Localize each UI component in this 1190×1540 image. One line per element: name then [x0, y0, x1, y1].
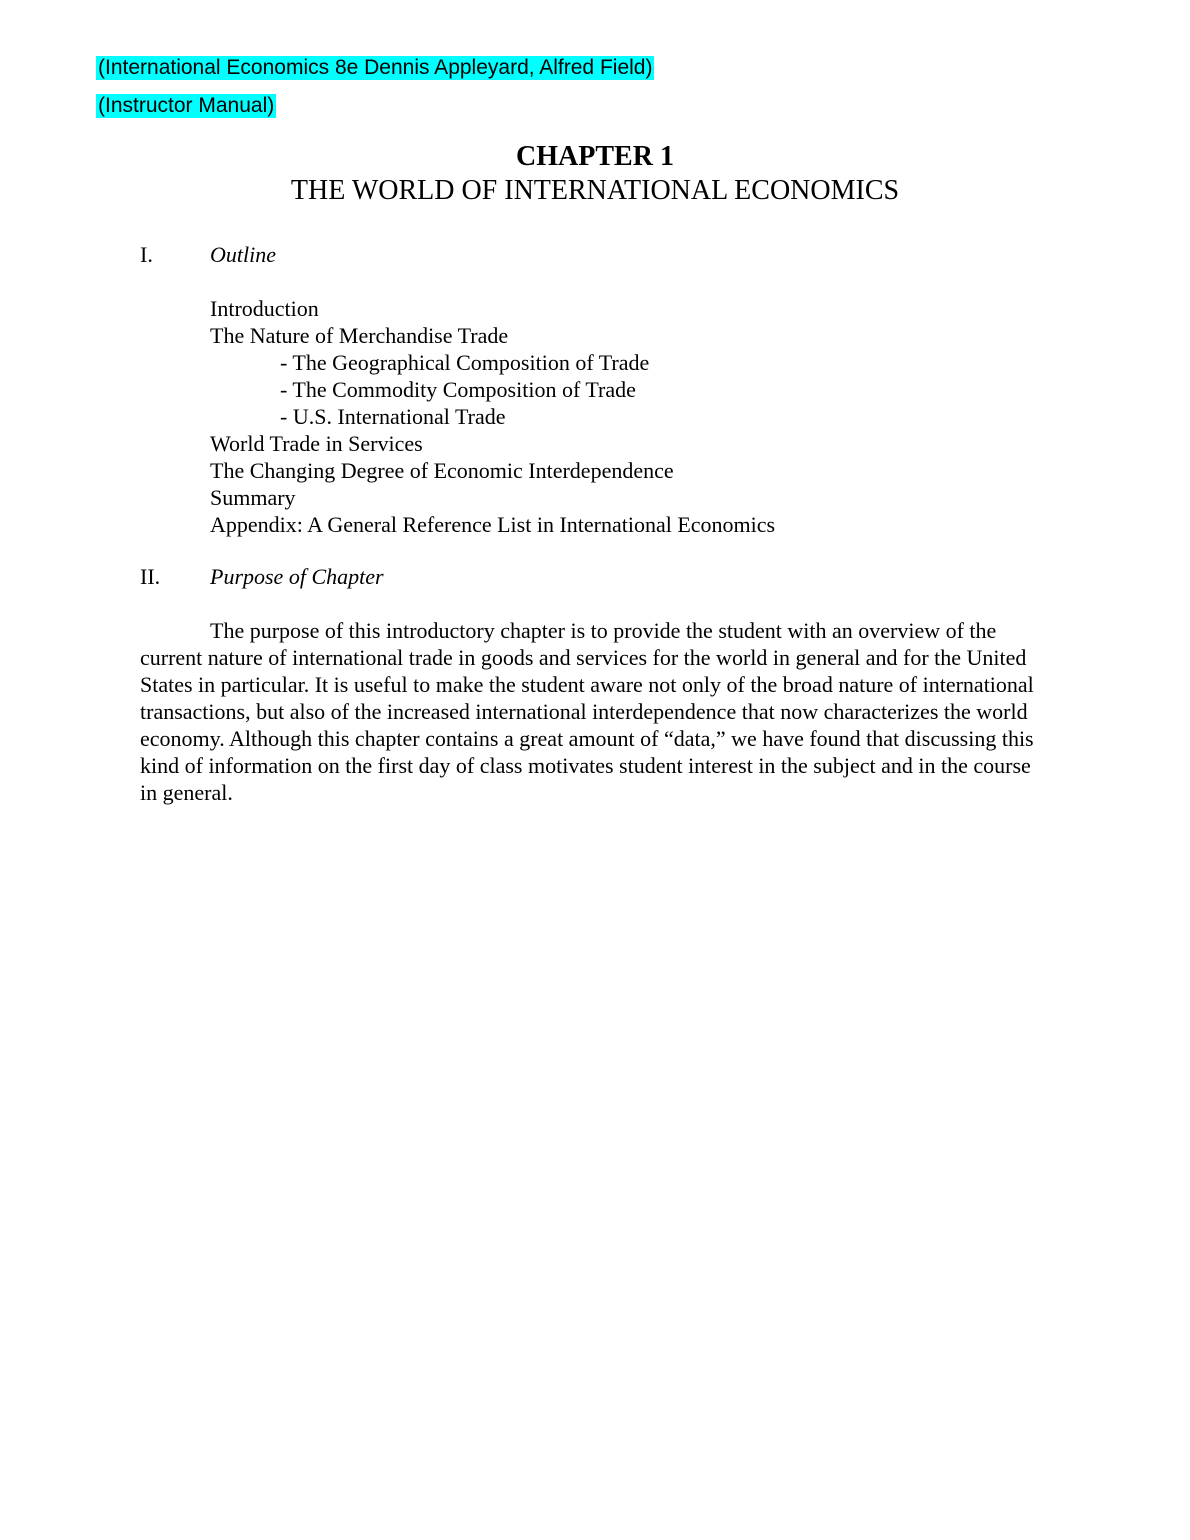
outline-item: Appendix: A General Reference List in International Economics	[210, 512, 776, 537]
outline-item: The Nature of Merchandise Trade	[210, 323, 509, 348]
chapter-number: CHAPTER 1	[516, 141, 674, 172]
purpose-paragraph: The purpose of this introductory chapter is to provide the student with an overview of the current nature of international trade in goods and services for the world in general and for the United States in particular. It is useful to make the student aware not only of the broad nature of international transactions, but also of the increased international interdependence that now characterizes the world economy. Although this chapter contains a great amount of “data,” we have found that discussing this kind of information on the first day of class motivates student interest in the subject and in the course in general.	[140, 618, 1034, 805]
outline-subitem: - The Geographical Composition of Trade	[280, 350, 650, 375]
outline-item: Introduction	[210, 296, 319, 321]
section-2-title: Purpose of Chapter	[210, 564, 384, 589]
outline-list	[210, 295, 775, 538]
outline-subitem: - U.S. International Trade	[280, 404, 506, 429]
instructor-manual-highlight: (Instructor Manual)	[98, 94, 275, 117]
outline-item: World Trade in Services	[210, 431, 423, 456]
outline-subitem: - The Commodity Composition of Trade	[280, 377, 636, 402]
outline-item: The Changing Degree of Economic Interdependence	[210, 458, 674, 483]
section-1-title: Outline	[210, 242, 276, 267]
book-title-highlight: (International Economics 8e Dennis Appleyard, Alfred Field)	[98, 56, 653, 79]
outline-item: Summary	[210, 485, 296, 510]
chapter-title: THE WORLD OF INTERNATIONAL ECONOMICS	[290, 175, 900, 206]
section-1-numeral: I.	[140, 242, 153, 267]
section-2-numeral: II.	[140, 564, 161, 589]
